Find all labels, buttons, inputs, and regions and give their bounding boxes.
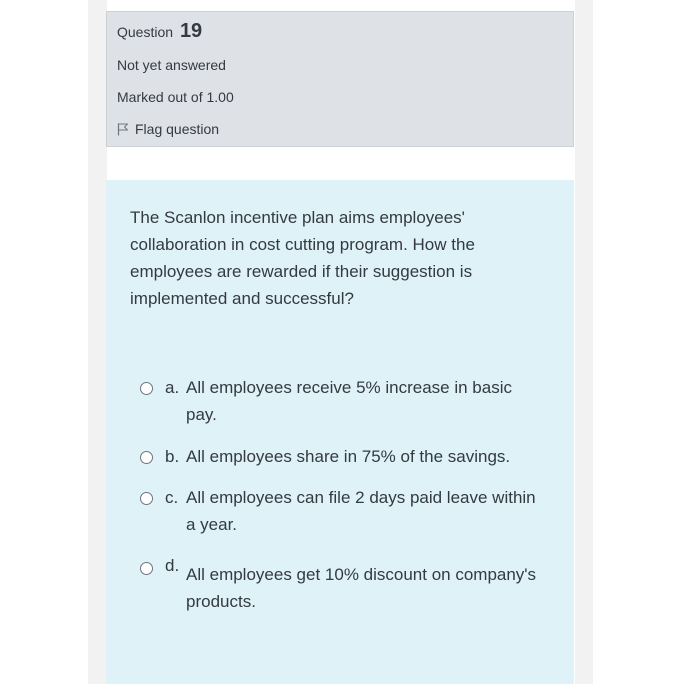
flag-outline-icon (117, 123, 129, 136)
right-page-gutter (575, 0, 593, 684)
answer-b-text[interactable]: All employees share in 75% of the savings. (186, 447, 511, 466)
flag-question-label: Flag question (135, 121, 220, 137)
answer-b-radio[interactable] (140, 451, 153, 464)
answer-a-letter: a. (165, 378, 180, 397)
flag-question-link[interactable] (117, 121, 219, 137)
question-label: Question (117, 24, 174, 40)
question-grade: Marked out of 1.00 (117, 89, 234, 105)
question-heading (117, 20, 202, 43)
answer-b-letter: b. (165, 447, 180, 466)
answer-d-radio[interactable] (140, 562, 153, 575)
answer-c-text[interactable]: All employees can file 2 days paid leave within a year. (186, 488, 536, 534)
question-content-panel (106, 180, 574, 684)
answer-d-letter: d. (165, 556, 180, 575)
answer-c-radio[interactable] (140, 492, 153, 505)
answer-d-text[interactable]: All employees get 10% discount on company's products. (186, 565, 537, 611)
left-page-gutter (88, 0, 107, 684)
question-info-panel (106, 11, 574, 147)
answer-c-letter: c. (165, 488, 179, 507)
answer-a-radio[interactable] (140, 382, 153, 395)
question-number: 19 (179, 20, 203, 42)
question-state: Not yet answered (117, 57, 226, 73)
question-text: The Scanlon incentive plan aims employees' collaboration in cost cutting program. How the employees are rewarded if their suggestion is implemented and successful? (130, 208, 475, 308)
answer-a-text[interactable]: All employees receive 5% increase in basic pay. (186, 378, 512, 424)
